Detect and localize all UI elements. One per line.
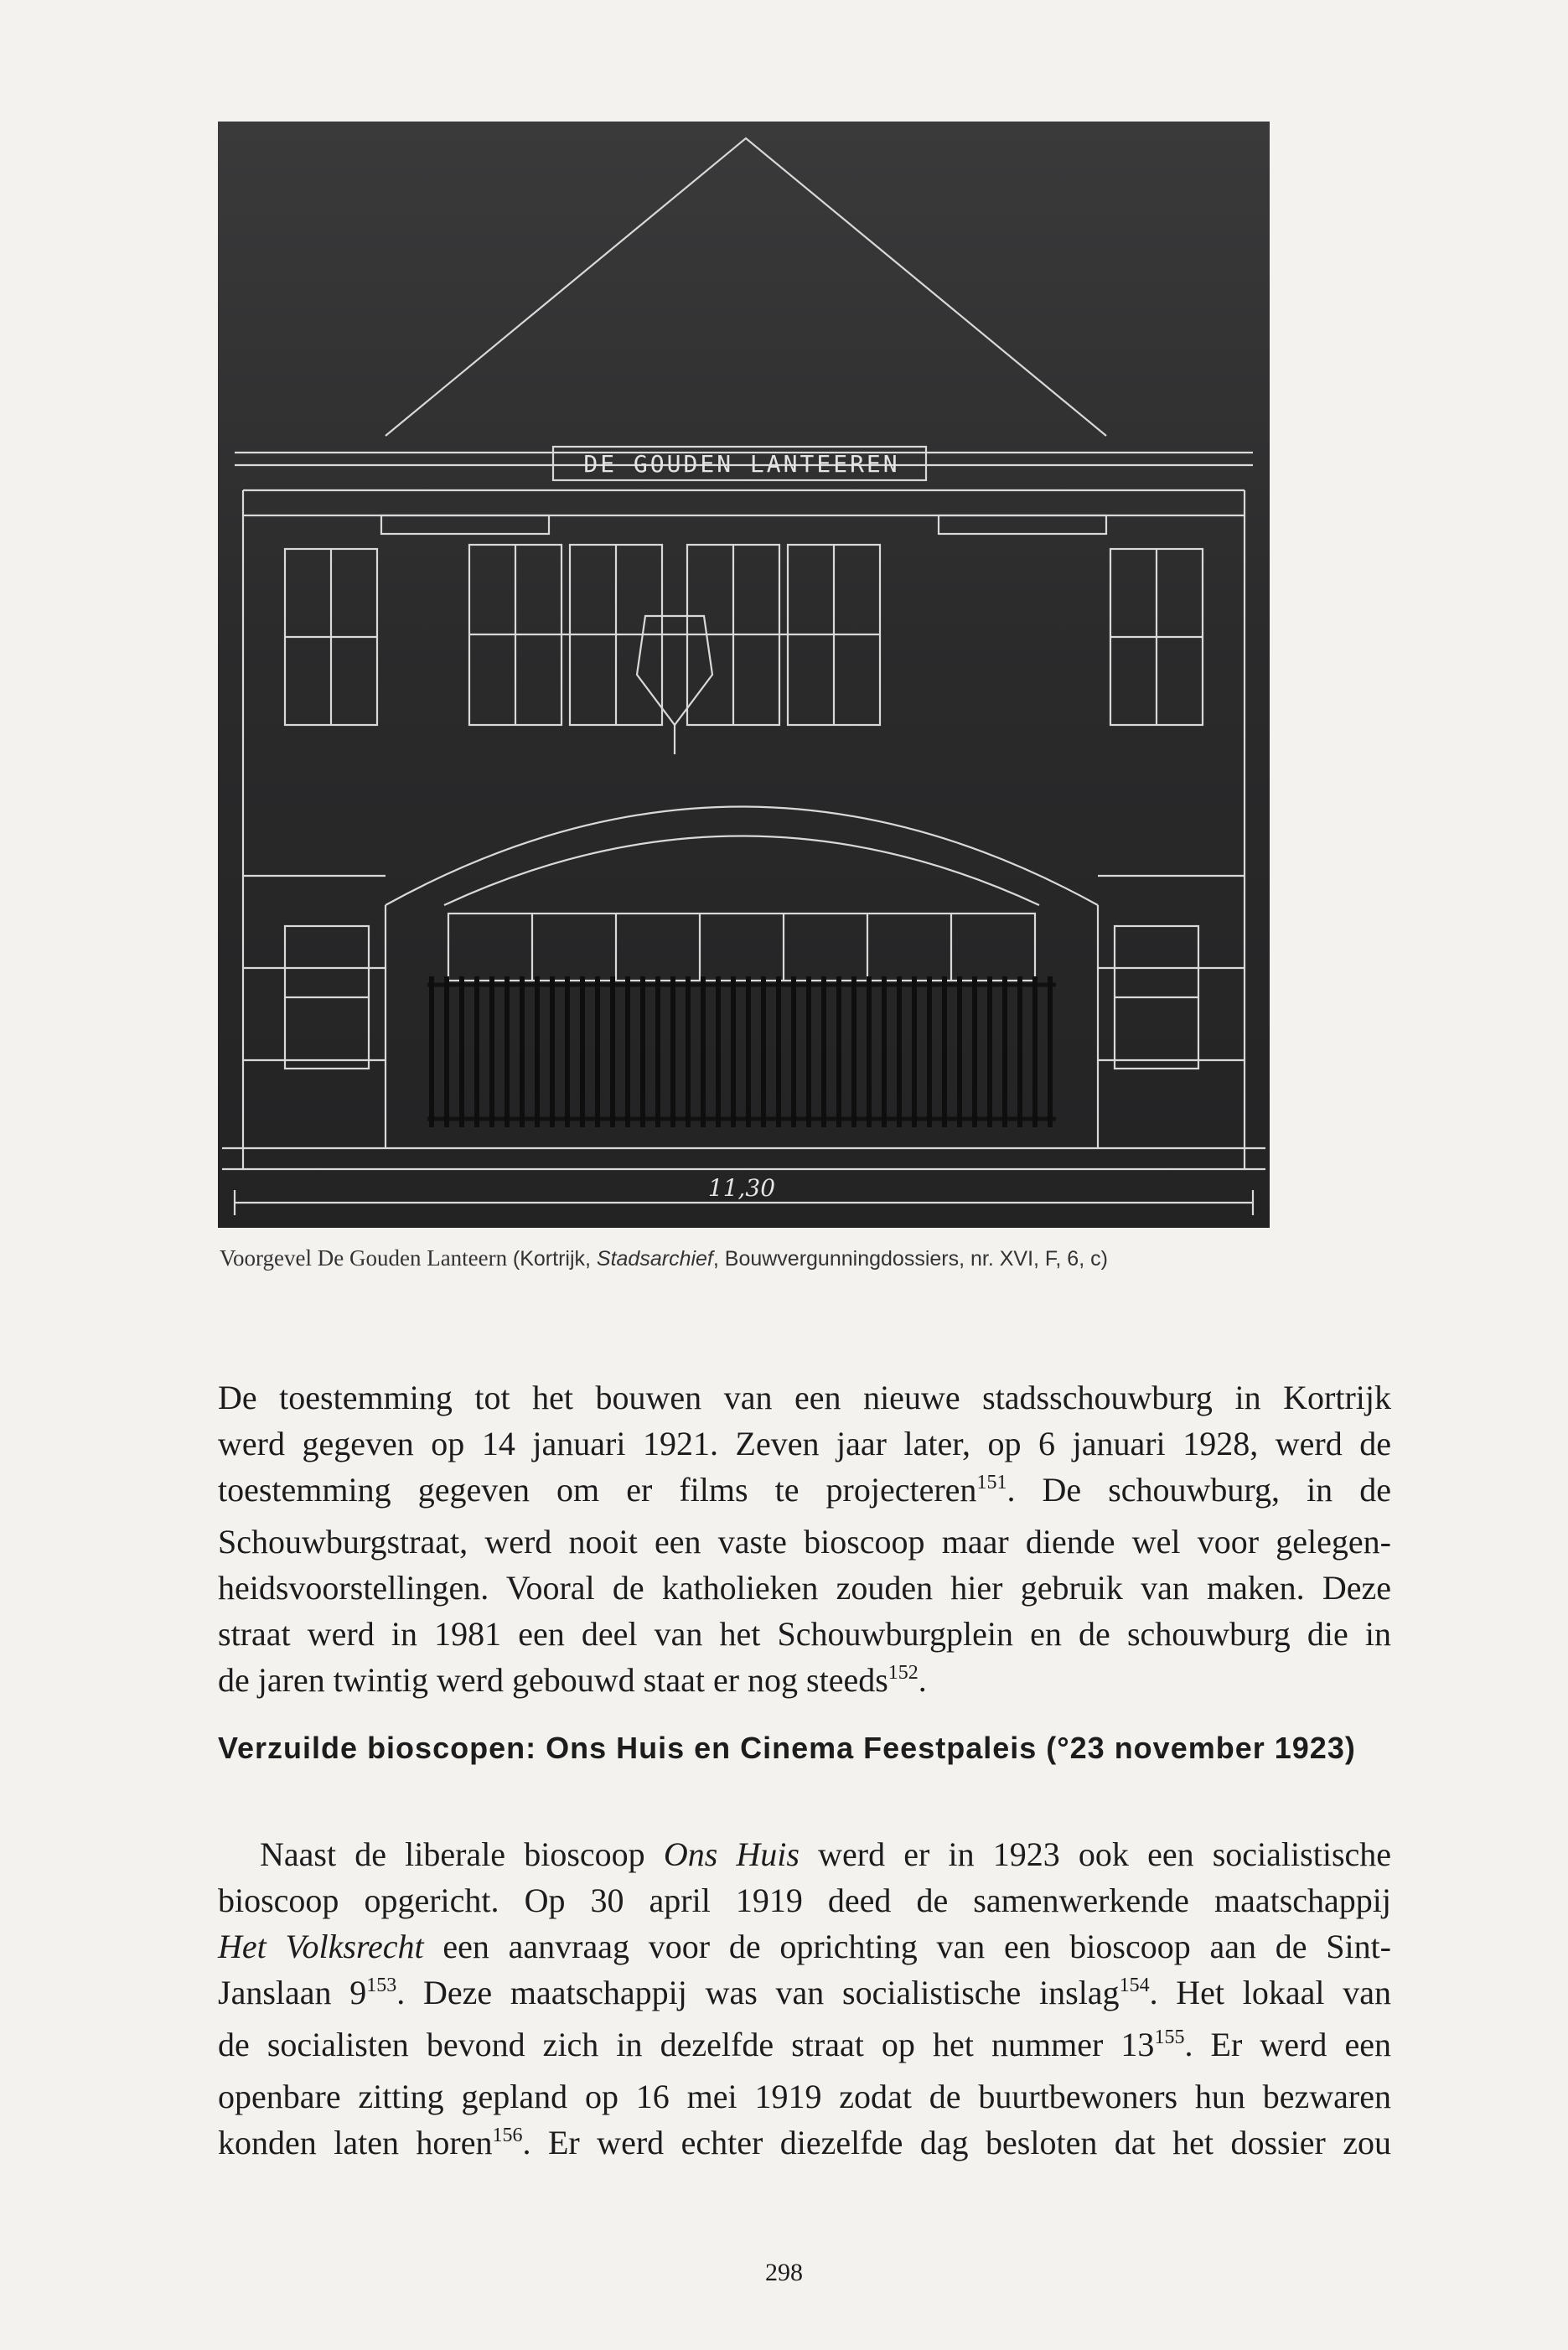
- footnote-151: 151: [976, 1472, 1007, 1493]
- p1-line-7b: .: [918, 1661, 927, 1699]
- p2-line-1b: werd er in 1923 ook een socialistische: [800, 1835, 1392, 1873]
- caption-source-rest: , Bouwvergunningdossiers, nr. XVI, F, 6, c): [712, 1247, 1108, 1271]
- footnote-153: 153: [366, 1975, 397, 1996]
- paragraph-1: [218, 1374, 1391, 1709]
- p1-line-3a: toestemming gegeven om er films te projecteren: [218, 1471, 977, 1509]
- p1-line-2: werd gegeven op 14 januari 1921. Zeven jaar later, op 6 januari 1928, werd de: [218, 1425, 1391, 1462]
- p2-line-1a: Naast de liberale bioscoop: [260, 1835, 664, 1873]
- footnote-152: 152: [887, 1662, 919, 1684]
- footnote-155: 155: [1154, 2026, 1185, 2048]
- p2-line-5: [218, 2021, 1391, 2073]
- caption-source: [513, 1247, 1108, 1271]
- dimension-label: 11,30: [707, 1174, 776, 1202]
- p2-line-7: [218, 2120, 1391, 2171]
- sign-text: DE GOUDEN LANTEEREN: [583, 450, 900, 478]
- p2-line-4a: Janslaan 9: [218, 1974, 367, 2011]
- ons-huis-title: Ons Huis: [663, 1835, 800, 1873]
- figure-caption: [220, 1245, 1309, 1271]
- p2-line-4c: . Het lokaal van: [1149, 1974, 1391, 2011]
- facade-drawing: [218, 122, 1270, 1228]
- p2-line-4b: . Deze maatschappij was van socialistische inslag: [396, 1974, 1120, 2011]
- page-number: 298: [765, 2259, 803, 2286]
- p2-line-5a: de socialisten bevond zich in dezelfde straat op het nummer 13: [218, 2026, 1155, 2063]
- caption-source-open: (Kortrijk,: [512, 1247, 597, 1271]
- p1-line-4: Schouwburgstraat, werd nooit een vaste bioscoop maar diende wel voor gelegen-: [218, 1523, 1391, 1561]
- section-heading: Verzuilde bioscopen: Ons Huis en Cinema Feestpaleis (°23 november 1923): [218, 1731, 1356, 1765]
- caption-source-archive: Stadsarchief: [596, 1247, 713, 1271]
- p2-line-3: [218, 1923, 1391, 1970]
- p2-line-1: [218, 1831, 1391, 1877]
- facade-blueprint-figure: [218, 122, 1270, 1228]
- footnote-156: 156: [492, 2125, 523, 2146]
- p1-line-3: [218, 1467, 1391, 1519]
- p2-line-4: [218, 1970, 1391, 2021]
- p2-line-2: bioscoop opgericht. Op 30 april 1919 deed de samenwerkende maatschappij: [218, 1882, 1391, 1919]
- het-volksrecht-title: Het Volksrecht: [218, 1928, 424, 1965]
- p2-line-7b: . Er werd echter diezelfde dag besloten dat het dossier zou: [522, 2124, 1391, 2161]
- footnote-154: 154: [1119, 1975, 1150, 1996]
- p1-line-7: [218, 1657, 1391, 1709]
- p1-line-1: De toestemming tot het bouwen van een nieuwe stadsschouwburg in Kortrijk: [218, 1379, 1391, 1416]
- p2-line-5b: . Er werd een: [1184, 2026, 1391, 2063]
- p1-line-7a: de jaren twintig werd gebouwd staat er nog steeds: [218, 1661, 888, 1699]
- p2-line-6: openbare zitting gepland op 16 mei 1919 zodat de buurtbewoners hun bezwaren: [218, 2078, 1391, 2115]
- p2-line-3b: een aanvraag voor de oprichting van een bioscoop aan de Sint-: [423, 1928, 1392, 1965]
- caption-title: Voorgevel De Gouden Lanteern: [220, 1245, 508, 1271]
- p1-line-5: heidsvoorstellingen. Vooral de katholieken zouden hier gebruik van maken. Deze: [218, 1569, 1391, 1607]
- p2-line-7a: konden laten horen: [218, 2124, 493, 2161]
- paragraph-2: [218, 1831, 1391, 2171]
- p1-line-3b: . De schouwburg, in de: [1007, 1471, 1391, 1509]
- p1-line-6: straat werd in 1981 een deel van het Schouwburgplein en de schouwburg die in: [218, 1615, 1391, 1653]
